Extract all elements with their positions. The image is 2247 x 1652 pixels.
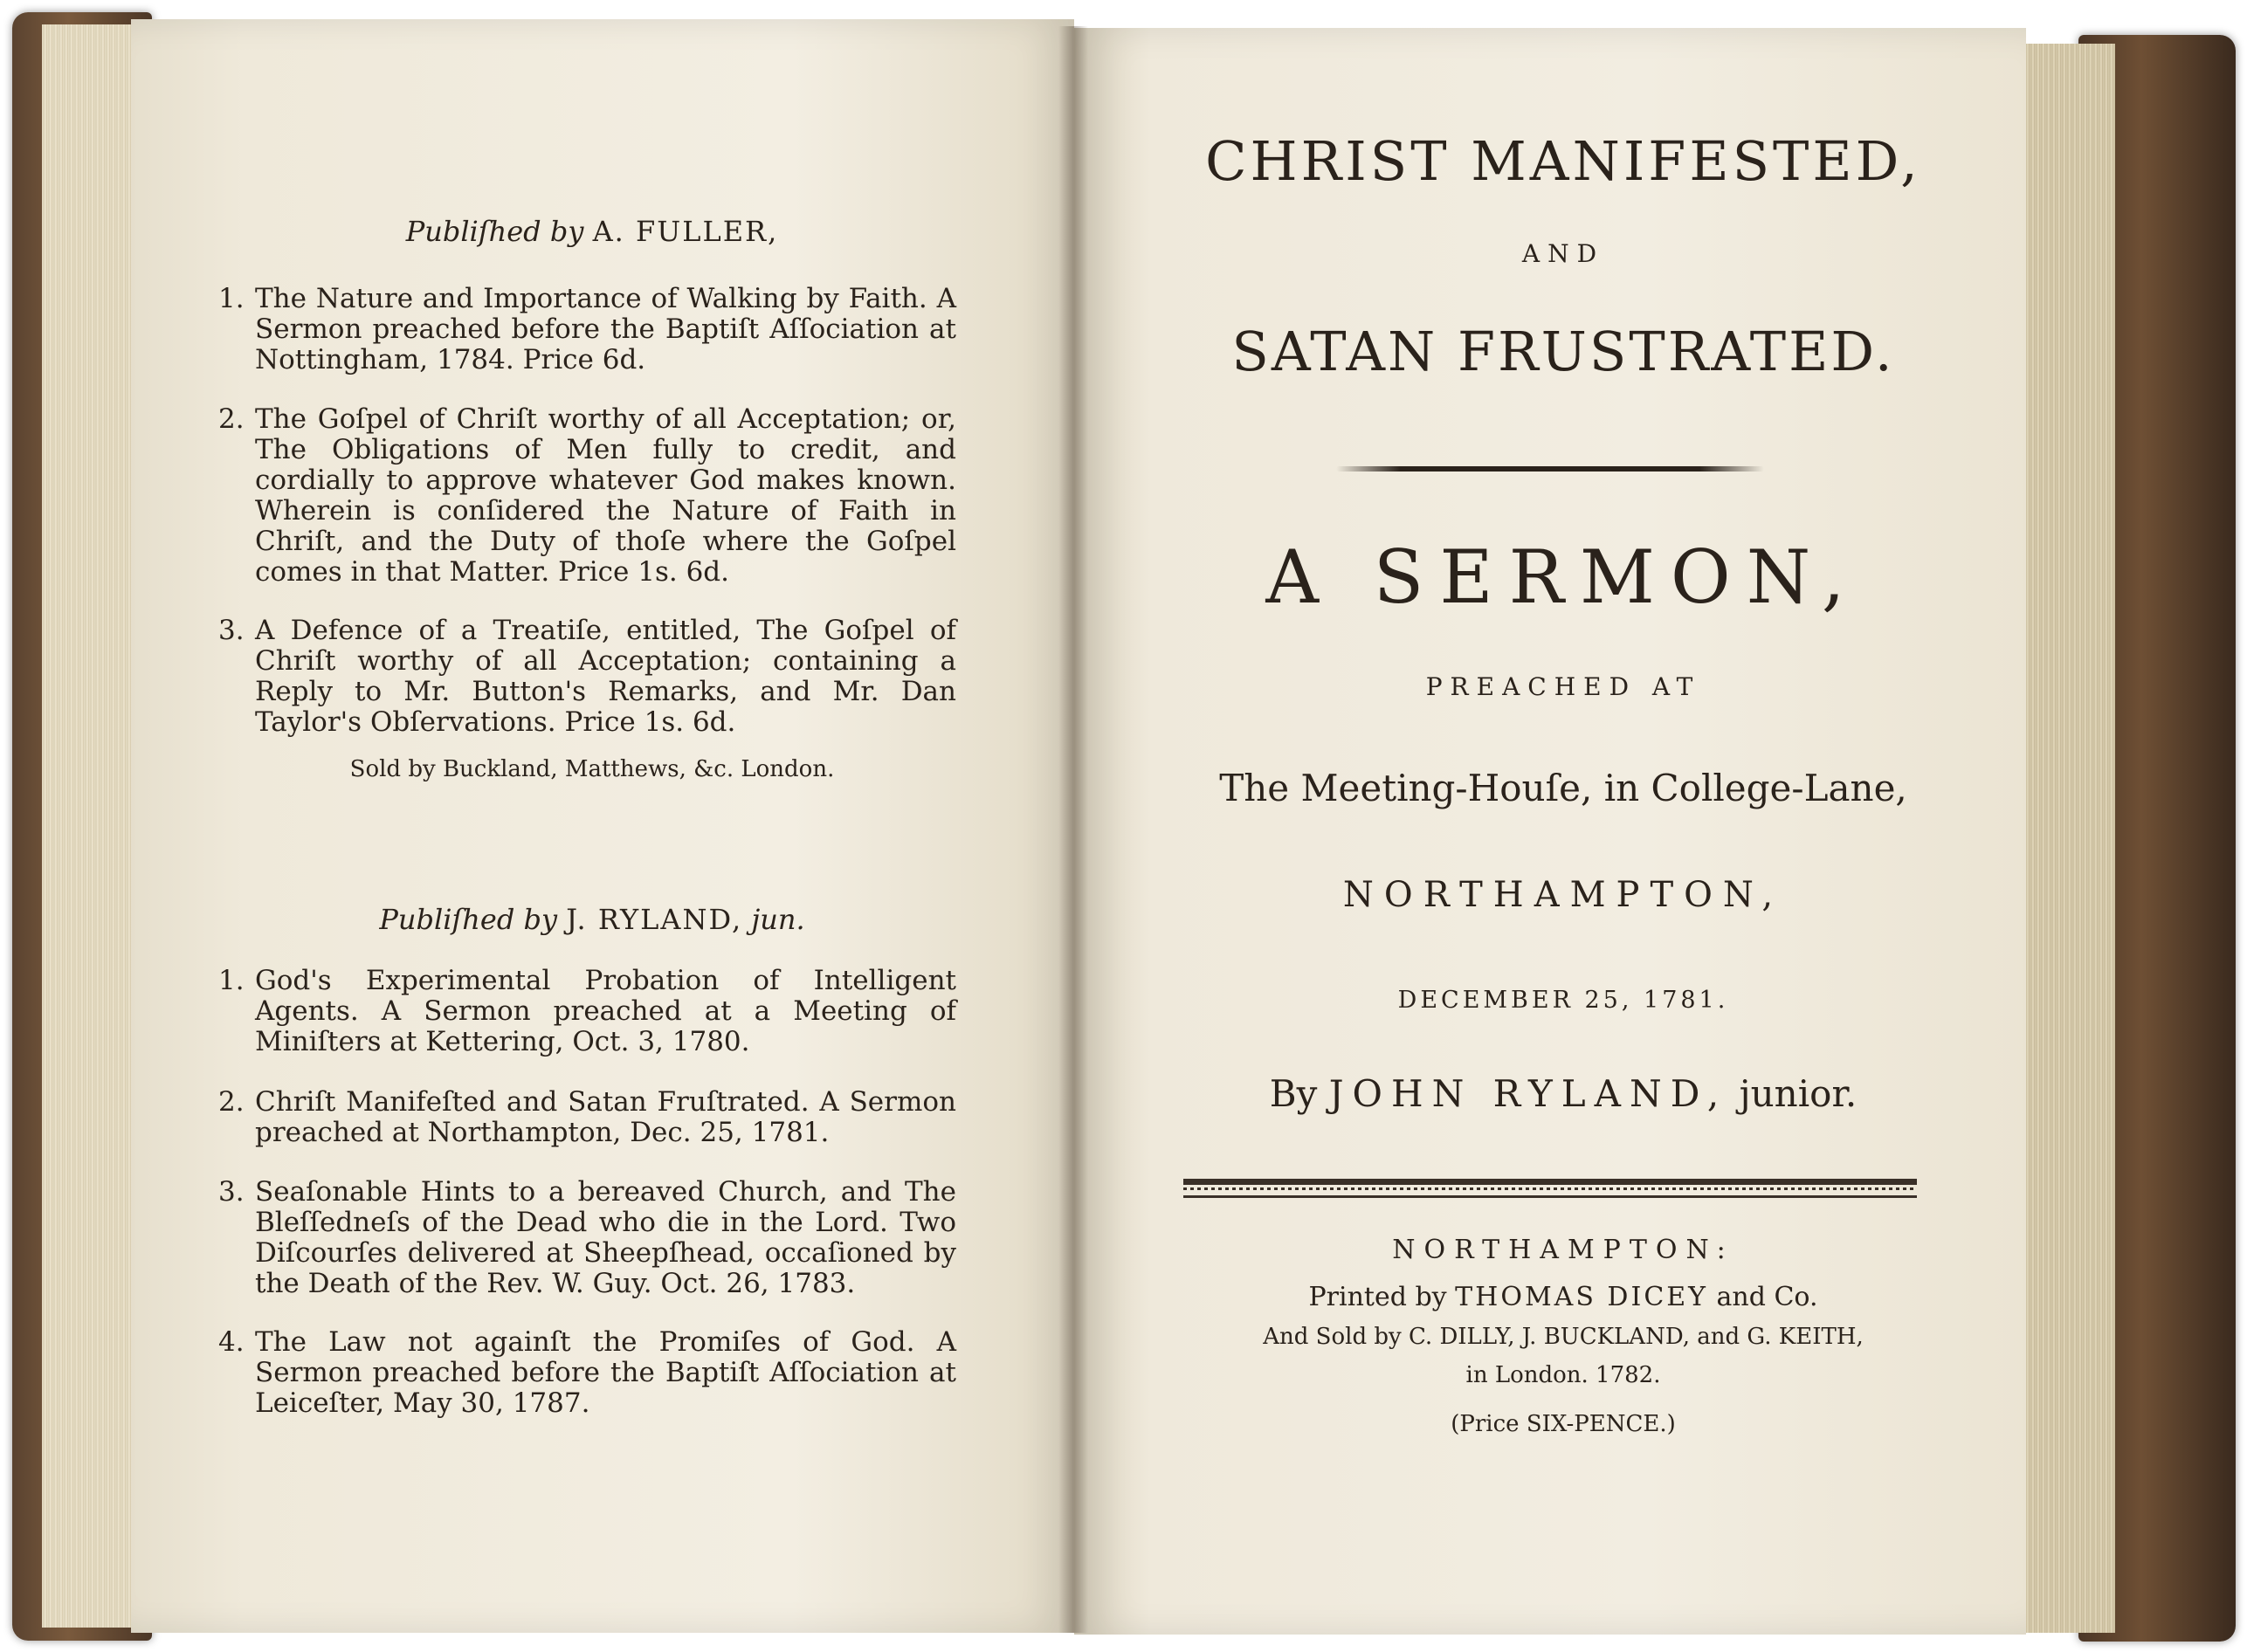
item-text: Chriſt Manifeſted and Satan Fruſtrated. A Sermon preached at Northampton, Dec. 25, 1781. xyxy=(255,1086,956,1148)
heading-prefix: Publiſhed by xyxy=(379,903,558,936)
imprint-rule xyxy=(1183,1179,1917,1198)
book-gutter xyxy=(1058,26,1088,1633)
item-number: 4. xyxy=(218,1326,245,1358)
item-number: 1. xyxy=(218,283,245,314)
imprint-town: NORTHAMPTON: xyxy=(1392,1235,1734,1265)
printed-by-line xyxy=(1161,1282,1965,1312)
item-number: 1. xyxy=(218,965,245,996)
list-item xyxy=(218,404,956,588)
printed-by-prefix: Printed by xyxy=(1308,1282,1447,1312)
item-text: A Defence of a Treatiſe, entitled, The Goſpel of Chriſt worthy of all Acceptation; containing a Reply to Mr. Button's Remarks, and Mr. Dan Taylor's Obſervations. Price 1s. 6d. xyxy=(255,615,956,738)
item-number: 3. xyxy=(218,1176,245,1208)
item-text: The Law not againſt the Promiſes of God. A Sermon preached before the Baptiſt Aſſociation at Leiceſter, May 30, 1787. xyxy=(255,1326,956,1419)
item-number: 2. xyxy=(218,403,245,435)
list-item xyxy=(218,1327,956,1419)
list-item xyxy=(218,284,956,375)
list-item xyxy=(218,1177,956,1299)
town-name: NORTHAMPTON, xyxy=(1342,875,1784,915)
list-item xyxy=(218,966,956,1057)
item-text: Seaſonable Hints to a bereaved Church, and The Bleſſedneſs of the Dead who die in the Lord. Two Diſcourſes delivered at Sheepſhead, occaſioned by the Death of the Rev. W. Guy. Oct. 26, 1783. xyxy=(255,1176,956,1299)
sold-by-line-title: And Sold by C. DILLY, J. BUCKLAND, and G. KEITH, xyxy=(1263,1324,1864,1350)
sermon-date: DECEMBER 25, 1781. xyxy=(1397,987,1729,1014)
author-line xyxy=(1161,1072,1965,1115)
price-line: (Price SIX-PENCE.) xyxy=(1451,1411,1676,1437)
heading-name: J. RYLAND, xyxy=(566,903,743,936)
title-page xyxy=(1074,28,2026,1635)
sold-by-line: Sold by Buckland, Matthews, &c. London. xyxy=(349,756,835,782)
printer-name: THOMAS DICEY xyxy=(1455,1282,1708,1312)
heading-name: A. FULLER, xyxy=(592,215,779,248)
heading-suffix: jun. xyxy=(751,903,805,936)
title-line-2: SATAN FRUSTRATED. xyxy=(1231,320,1895,383)
fuller-heading xyxy=(225,215,959,248)
author-name: JOHN RYLAND, xyxy=(1328,1072,1728,1115)
author-suffix: junior. xyxy=(1739,1072,1858,1115)
preached-at: PREACHED AT xyxy=(1425,672,1701,701)
item-text: The Goſpel of Chriſt worthy of all Acceptation; or, The Obligations of Men fully to credit, and cordially to approve whatever God makes known. Wherein is conſidered the Nature of Faith in Chriſt, and the Duty of thoſe where the Goſpel comes in that Matter. Price 1s. 6d. xyxy=(255,403,956,588)
in-london-line: in London. 1782. xyxy=(1465,1362,1661,1388)
author-by: By xyxy=(1269,1072,1318,1115)
title-rule xyxy=(1336,466,1764,472)
title-and: AND xyxy=(1521,239,1605,268)
meeting-house: The Meeting-Houſe, in College-Lane, xyxy=(1219,767,1907,809)
item-number: 2. xyxy=(218,1086,245,1118)
printed-by-suffix: and Co. xyxy=(1716,1282,1818,1312)
item-text: God's Experimental Probation of Intelligent Agents. A Sermon preached at a Meeting of Miniſters at Kettering, Oct. 3, 1780. xyxy=(255,965,956,1057)
list-item xyxy=(218,616,956,738)
heading-prefix: Publiſhed by xyxy=(405,215,584,248)
sermon-heading: A SERMON, xyxy=(1265,534,1861,620)
ryland-heading xyxy=(225,903,959,936)
item-text: The Nature and Importance of Walking by Faith. A Sermon preached before the Baptiſt Aſſociation at Nottingham, 1784. Price 6d. xyxy=(255,283,956,375)
right-page-edges xyxy=(2019,44,2115,1633)
title-line-1: CHRIST MANIFESTED, xyxy=(1205,129,1921,193)
list-item xyxy=(218,1087,956,1148)
item-number: 3. xyxy=(218,615,245,646)
